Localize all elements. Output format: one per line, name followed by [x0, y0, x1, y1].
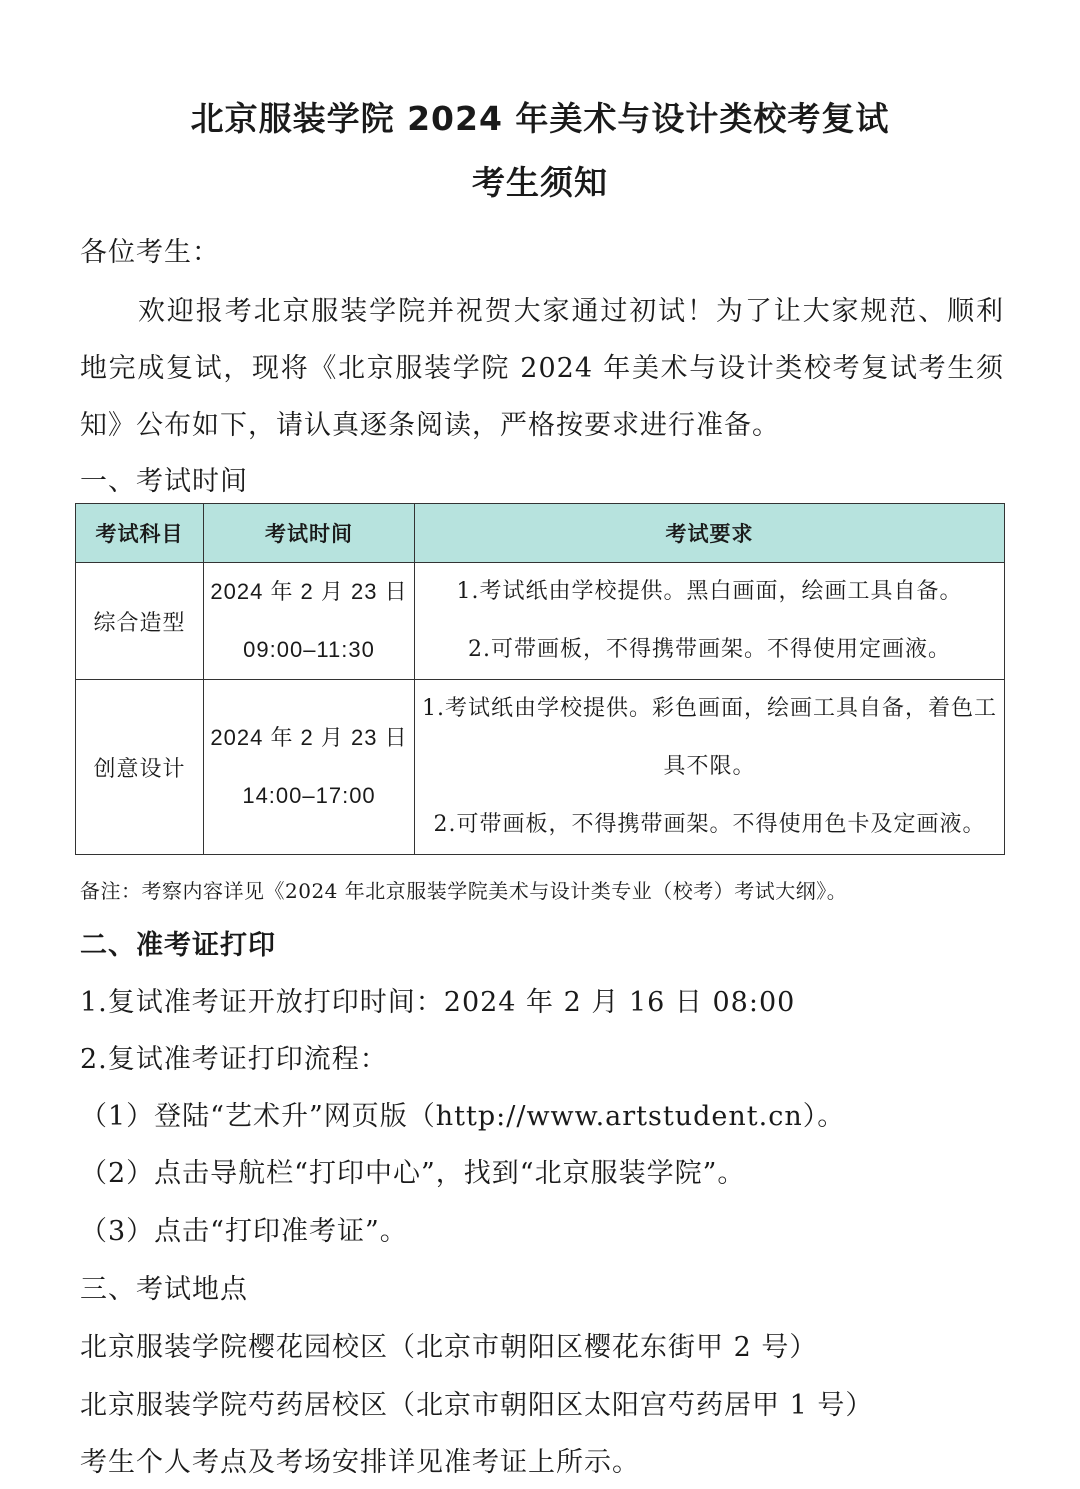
print-process-heading: 2.复试准考证打印流程：	[80, 1044, 388, 1075]
table-header-time: 考试时间	[204, 504, 415, 563]
requirements-cell	[415, 680, 1005, 855]
requirement-item: 2.可带画板，不得携带画架。不得使用定画液。	[468, 637, 951, 662]
campus-address: 北京服装学院芍药居校区（北京市朝阳区太阳宫芍药居甲 1 号）	[80, 1390, 874, 1421]
table-header-row	[76, 504, 1005, 563]
print-step: （3）点击“打印准考证”。	[80, 1216, 408, 1247]
salutation: 各位考生：	[80, 237, 220, 268]
exam-date: 2024 年 2 月 23 日	[210, 579, 408, 604]
table-note: 备注：考察内容详见《2024 年北京服装学院美术与设计类专业（校考）考试大纲》。	[80, 879, 848, 903]
subject-cell: 创意设计	[76, 680, 204, 855]
subject-cell: 综合造型	[76, 563, 204, 680]
table-header-requirements: 考试要求	[415, 504, 1005, 563]
section1-heading: 一、考试时间	[80, 466, 248, 497]
requirement-item: 1.考试纸由学校提供。彩色画面，绘画工具自备，着色工具不限。	[422, 696, 997, 779]
table-row	[76, 563, 1005, 680]
time-cell	[204, 563, 415, 680]
requirements-cell	[415, 563, 1005, 680]
print-step: （2）点击导航栏“打印中心”，找到“北京服装学院”。	[80, 1158, 746, 1189]
time-cell	[204, 680, 415, 855]
page-title: 北京服装学院 2024 年美术与设计类校考复试	[190, 99, 890, 138]
intro-paragraph: 欢迎报考北京服装学院并祝贺大家通过初试！为了让大家规范、顺利地完成复试，现将《北京服装学院 2024 年美术与设计类校考复试考生须知》公布如下，请认真逐条阅读，严格按要求进行准备。	[80, 296, 1004, 441]
table-row	[76, 680, 1005, 855]
section2-heading: 二、准考证打印	[80, 930, 276, 961]
exam-time: 09:00–11:30	[243, 637, 375, 662]
requirement-item: 1.考试纸由学校提供。黑白画面，绘画工具自备。	[456, 579, 963, 604]
requirement-item: 2.可带画板，不得携带画架。不得使用色卡及定画液。	[433, 812, 986, 837]
exam-schedule-table	[75, 503, 1005, 855]
venue-remark: 考生个人考点及考场安排详见准考证上所示。	[80, 1447, 640, 1478]
table-header-subject: 考试科目	[76, 504, 204, 563]
exam-time: 14:00–17:00	[242, 783, 376, 808]
print-open-time: 1.复试准考证开放打印时间：2024 年 2 月 16 日 08:00	[80, 987, 796, 1018]
print-step: （1）登陆“艺术升”网页版（http://www.artstudent.cn）。	[80, 1101, 846, 1132]
page-subtitle: 考生须知	[472, 163, 608, 202]
exam-date: 2024 年 2 月 23 日	[210, 725, 408, 750]
campus-address: 北京服装学院樱花园校区（北京市朝阳区樱花东街甲 2 号）	[80, 1332, 818, 1363]
section3-heading: 三、考试地点	[80, 1274, 248, 1305]
